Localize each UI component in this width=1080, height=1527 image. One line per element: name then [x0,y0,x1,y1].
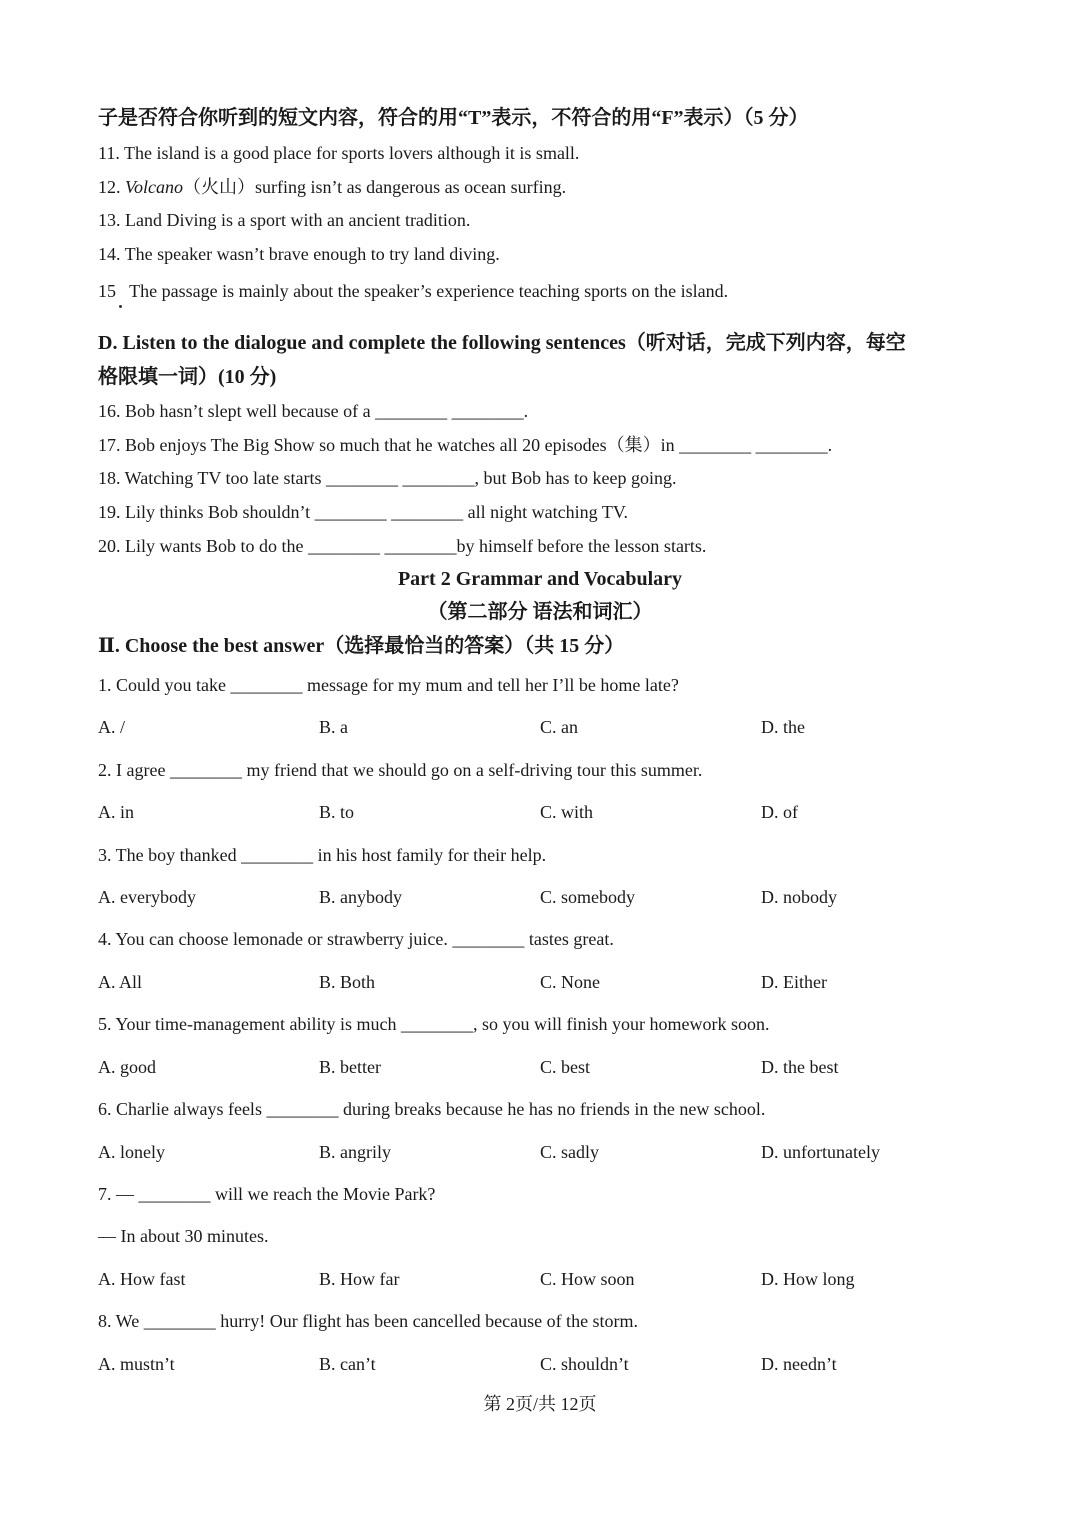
q6-option-b: B. angrily [319,1142,391,1162]
mc-question-6: 6. Charlie always feels ________ during breaks because he has no friends in the new school. [98,1099,766,1119]
q1-option-c: C. an [540,717,578,737]
q5-option-a: A. good [98,1057,156,1077]
question-15: 15 The passage is mainly about the speaker’s experience teaching sports on the island. [98,281,729,301]
stray-dot [119,305,122,308]
q2-option-c: C. with [540,802,594,822]
q4-option-a: A. All [98,972,143,992]
page-number: 第 2页/共 12页 [483,1394,597,1414]
q2-option-d: D. of [761,802,798,822]
question-12-rest: （火山）surfing isn’t as dangerous as ocean surfing. [183,177,567,197]
section-d-heading-2: 格限填一词）(10 分) [98,366,277,388]
q6-option-c: C. sadly [540,1142,600,1162]
q4-option-b: B. Both [319,972,376,992]
mc-question-4: 4. You can choose lemonade or strawberry juice. ________ tastes great. [98,929,614,949]
q7-option-c: C. How soon [540,1269,635,1289]
q2-option-a: A. in [98,802,134,822]
mc-question-2: 2. I agree ________ my friend that we should go on a self-driving tour this summer. [98,760,703,780]
q7-option-d: D. How long [761,1269,855,1289]
mc-question-1: 1. Could you take ________ message for my mum and tell her I’ll be home late? [98,675,679,695]
q1-option-a: A. / [98,717,125,737]
q2-option-b: B. to [319,802,355,822]
q1-option-b: B. a [319,717,348,737]
section-ii-heading: Ⅱ. Choose the best answer（选择最恰当的答案）（共 15 分） [98,635,625,657]
question-20: 20. Lily wants Bob to do the ________ ________by himself before the lesson starts. [98,536,707,556]
part2-title: Part 2 Grammar and Vocabulary [397,568,683,590]
question-11: 11. The island is a good place for sports lovers although it is small. [98,143,580,163]
q5-option-b: B. better [319,1057,381,1077]
q8-option-d: D. needn’t [761,1354,837,1374]
q3-option-a: A. everybody [98,887,196,907]
section-c-instruction: 子是否符合你听到的短文内容，符合的用“T”表示，不符合的用“F”表示）（5 分） [98,107,809,129]
q1-option-d: D. the [761,717,805,737]
question-17: 17. Bob enjoys The Big Show so much that he watches all 20 episodes（集）in ________ ________. [98,435,833,455]
question-18: 18. Watching TV too late starts ________ ________, but Bob has to keep going. [98,468,677,488]
q3-option-c: C. somebody [540,887,636,907]
q7-option-a: A. How fast [98,1269,186,1289]
q8-option-c: C. shouldn’t [540,1354,629,1374]
question-12-number: 12. [98,177,125,197]
question-16: 16. Bob hasn’t slept well because of a ________ ________. [98,401,529,421]
mc-question-7: 7. — ________ will we reach the Movie Park? [98,1184,436,1204]
question-19: 19. Lily thinks Bob shouldn’t ________ ________ all night watching TV. [98,502,629,522]
q8-option-b: B. can’t [319,1354,376,1374]
question-12-italic: Volcano [125,177,183,197]
q7-answer-line: — In about 30 minutes. [98,1226,269,1246]
q8-option-a: A. mustn’t [98,1354,175,1374]
q6-option-a: A. lonely [98,1142,165,1162]
question-14: 14. The speaker wasn’t brave enough to try land diving. [98,244,500,264]
q3-option-b: B. anybody [319,887,402,907]
mc-question-3: 3. The boy thanked ________ in his host family for their help. [98,845,547,865]
q7-option-b: B. How far [319,1269,400,1289]
q6-option-d: D. unfortunately [761,1142,880,1162]
q4-option-d: D. Either [761,972,827,992]
mc-question-5: 5. Your time-management ability is much ________, so you will finish your homework soon. [98,1014,770,1034]
q3-option-d: D. nobody [761,887,837,907]
part2-subtitle: （第二部分 语法和词汇） [427,601,653,623]
question-13: 13. Land Diving is a sport with an ancient tradition. [98,210,471,230]
q5-option-c: C. best [540,1057,591,1077]
question-12 [98,175,566,199]
mc-question-8: 8. We ________ hurry! Our flight has been cancelled because of the storm. [98,1311,639,1331]
q5-option-d: D. the best [761,1057,839,1077]
q4-option-c: C. None [540,972,600,992]
section-d-heading: D. Listen to the dialogue and complete the following sentences（听对话，完成下列内容，每空 [98,332,906,354]
